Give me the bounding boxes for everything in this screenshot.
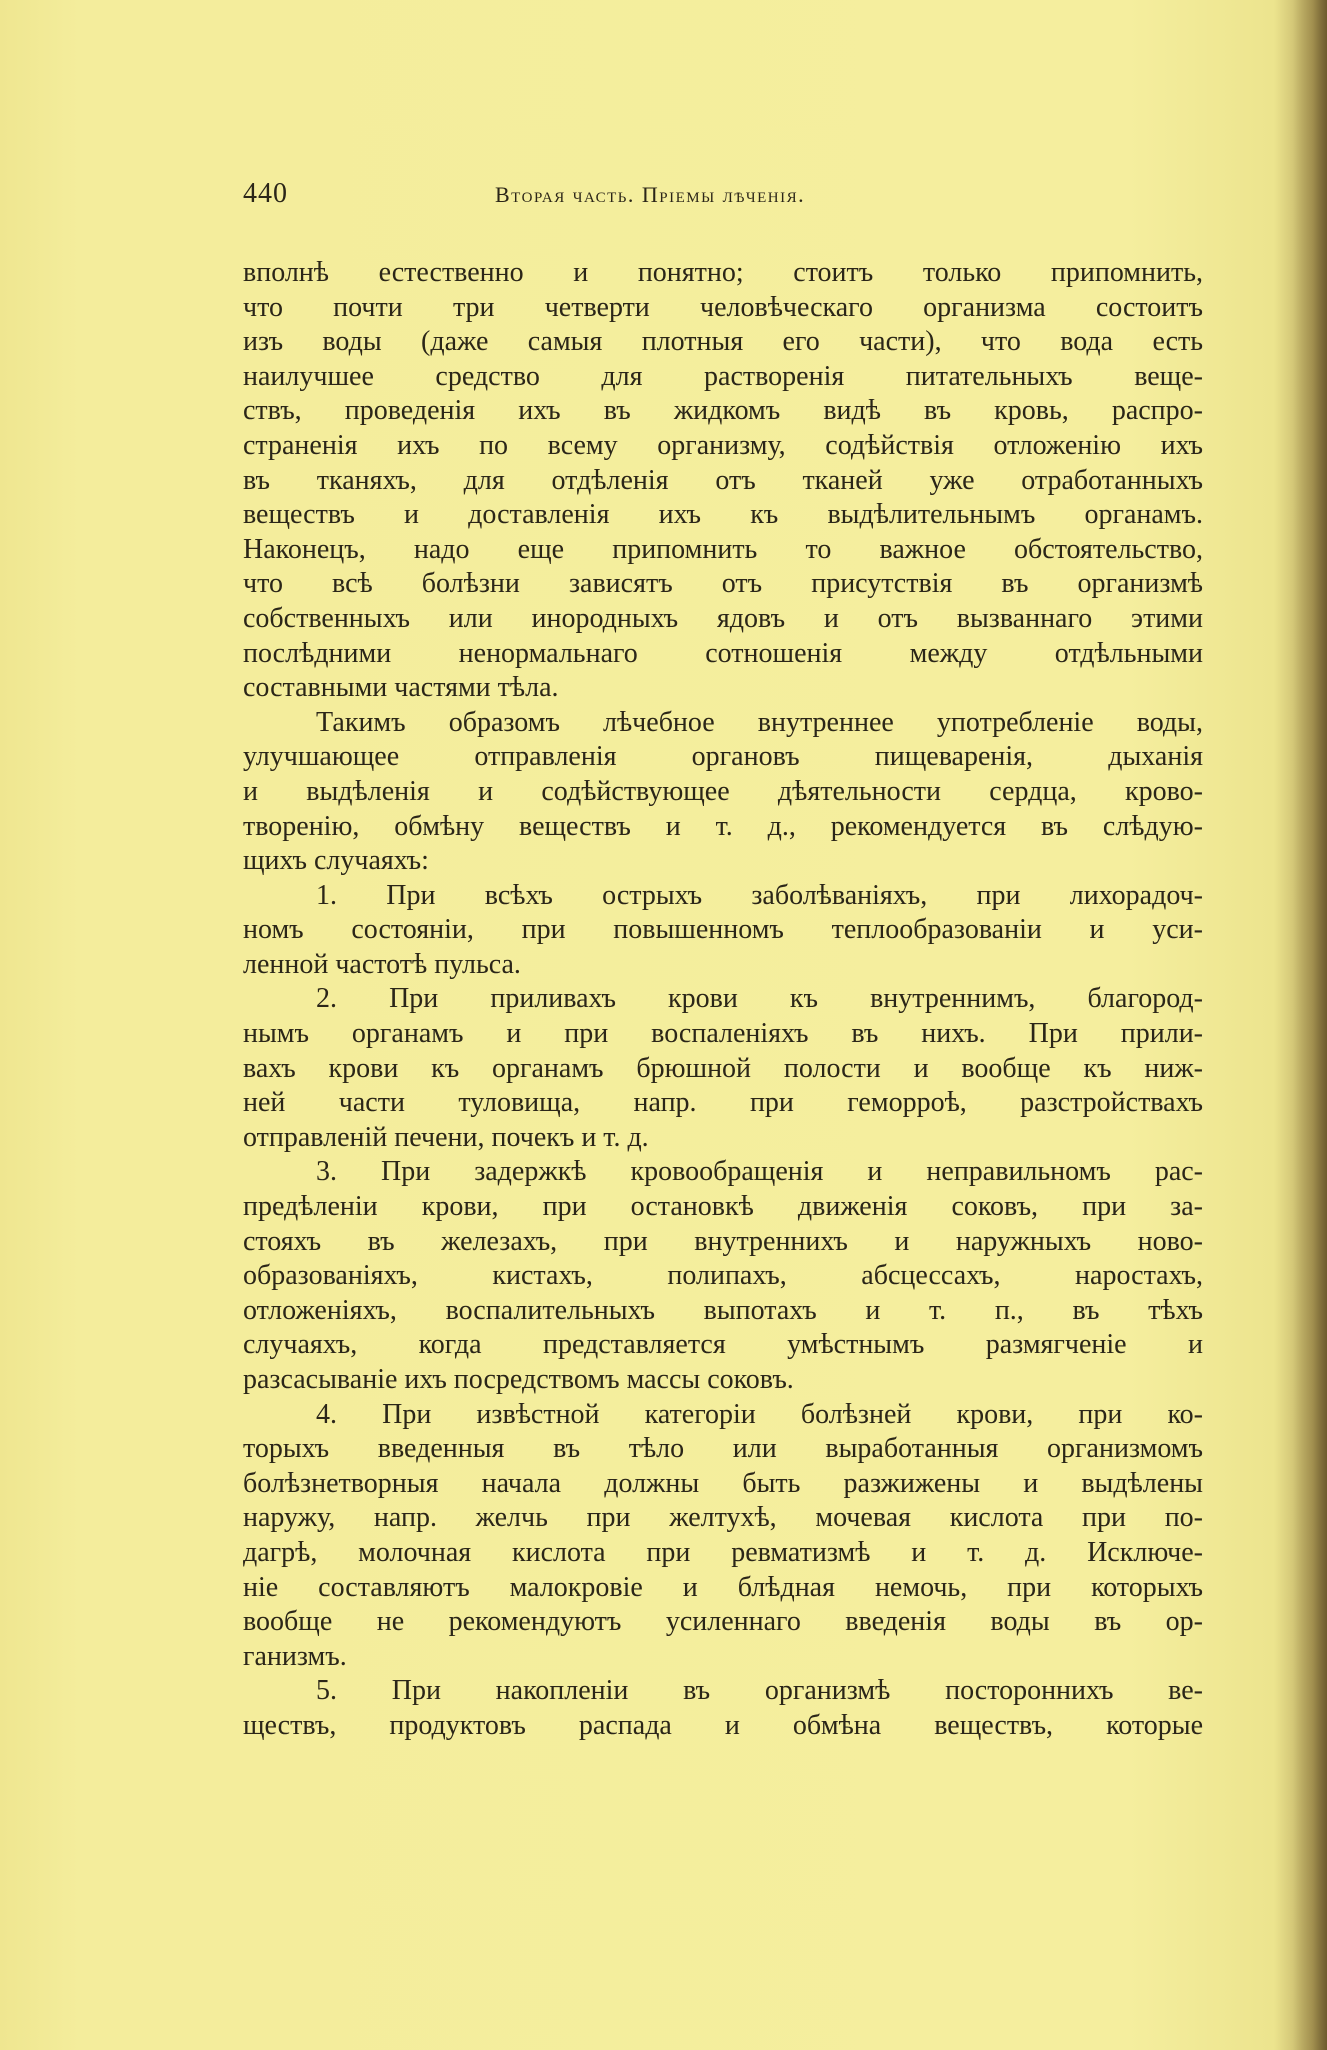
page-header bbox=[243, 178, 953, 218]
text-line: вообще не рекомендуютъ усиленнаго введенія воды въ ор- bbox=[243, 1606, 1203, 1638]
text-line: ніе составляютъ малокровіе и блѣдная немочь, при которыхъ bbox=[243, 1571, 1203, 1603]
text-line: что всѣ болѣзни зависятъ отъ присутствія въ организмѣ bbox=[243, 568, 1203, 600]
text-line: ществъ, продуктовъ распада и обмѣна веществъ, которые bbox=[243, 1709, 1203, 1741]
text-line: вахъ крови къ органамъ брюшной полости и вообще къ ниж- bbox=[243, 1052, 1203, 1084]
text-line: 2. При приливахъ крови къ внутреннимъ, благород- bbox=[316, 983, 1203, 1015]
text-line: торыхъ введенныя въ тѣло или выработанныя организмомъ bbox=[243, 1433, 1203, 1465]
text-line: отправленій печени, почекъ и т. д. bbox=[243, 1121, 649, 1153]
body-text bbox=[243, 256, 1203, 1744]
running-head: Вторая часть. Пріемы лѣченія. bbox=[495, 182, 806, 207]
text-line: собственныхъ или инородныхъ ядовъ и отъ вызваннаго этими bbox=[243, 602, 1203, 634]
text-line: послѣдними ненормальнаго сотношенія между отдѣльными bbox=[243, 637, 1203, 669]
text-line: ганизмъ. bbox=[243, 1640, 347, 1672]
text-line: дагрѣ, молочная кислота при ревматизмѣ и т. д. Исключе- bbox=[243, 1536, 1203, 1568]
text-line: Такимъ образомъ лѣчебное внутреннее употребленіе воды, bbox=[316, 706, 1203, 738]
text-line: изъ воды (даже самыя плотныя его части), что вода есть bbox=[243, 326, 1203, 358]
text-line: наружу, напр. желчь при желтухѣ, мочевая кислота при по- bbox=[243, 1502, 1203, 1534]
text-line: вполнѣ естественно и понятно; стоитъ только припомнить, bbox=[243, 257, 1203, 288]
text-line: улучшающее отправленія органовъ пищеваренія, дыханія bbox=[243, 741, 1203, 773]
text-line: ствъ, проведенія ихъ въ жидкомъ видѣ въ кровь, распро- bbox=[243, 395, 1203, 427]
text-line: и выдѣленія и содѣйствующее дѣятельности сердца, крово- bbox=[243, 775, 1203, 807]
text-line: болѣзнетворныя начала должны быть разжижены и выдѣлены bbox=[243, 1467, 1203, 1499]
page-number: 440 bbox=[243, 178, 288, 209]
text-line: въ тканяхъ, для отдѣленія отъ тканей уже отработанныхъ bbox=[243, 464, 1203, 496]
text-line: наилучшее средство для растворенія питательныхъ веще- bbox=[243, 360, 1203, 392]
text-line: стояхъ въ железахъ, при внутреннихъ и наружныхъ ново- bbox=[243, 1225, 1203, 1257]
text-line: номъ состояніи, при повышенномъ теплообразованіи и уси- bbox=[243, 914, 1203, 946]
text-line: 1. При всѣхъ острыхъ заболѣваніяхъ, при лихорадоч- bbox=[316, 879, 1203, 911]
text-line: нымъ органамъ и при воспаленіяхъ въ нихъ. При прили- bbox=[243, 1018, 1203, 1050]
text-line: что почти три четверти человѣческаго организма состоитъ bbox=[243, 291, 1203, 323]
spine-shadow bbox=[1293, 0, 1327, 2050]
text-line: предѣленіи крови, при остановкѣ движенія соковъ, при за- bbox=[243, 1191, 1203, 1223]
text-line: 4. При извѣстной категоріи болѣзней крови, при ко- bbox=[316, 1398, 1203, 1430]
text-line: Наконецъ, надо еще припомнить то важное обстоятельство, bbox=[243, 533, 1203, 565]
text-line: страненія ихъ по всему организму, содѣйствія отложенію ихъ bbox=[243, 429, 1203, 461]
text-line: разсасываніе ихъ посредствомъ массы соковъ. bbox=[243, 1364, 794, 1395]
text-line: случаяхъ, когда представляется умѣстнымъ размягченіе и bbox=[243, 1329, 1203, 1361]
text-line: образованіяхъ, кистахъ, полипахъ, абсцессахъ, наростахъ, bbox=[243, 1260, 1203, 1292]
text-line: щихъ случаяхъ: bbox=[243, 845, 429, 877]
text-line: 5. При накопленіи въ организмѣ постороннихъ ве- bbox=[316, 1675, 1203, 1707]
text-line: творенію, обмѣну веществъ и т. д., рекомендуется въ слѣдую- bbox=[243, 810, 1203, 842]
text-line: составными частями тѣла. bbox=[243, 672, 559, 704]
text-line: ней части туловища, напр. при геморроѣ, разстройствахъ bbox=[243, 1087, 1203, 1119]
text-line: ленной частотѣ пульса. bbox=[243, 948, 521, 980]
text-line: 3. При задержкѣ кровообращенія и неправильномъ рас- bbox=[316, 1156, 1203, 1188]
text-line: отложеніяхъ, воспалительныхъ выпотахъ и т. п., въ тѣхъ bbox=[243, 1294, 1203, 1326]
text-line: веществъ и доставленія ихъ къ выдѣлительнымъ органамъ. bbox=[243, 499, 1203, 531]
